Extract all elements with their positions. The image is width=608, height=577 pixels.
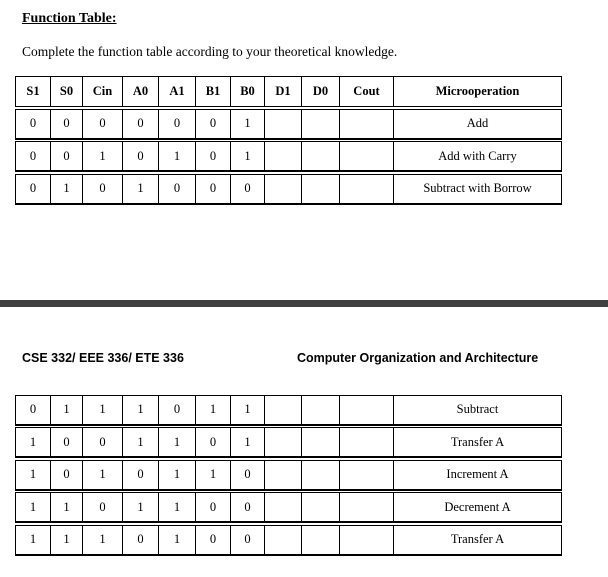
microoperation-cell: Increment A — [394, 460, 562, 490]
table-cell: 1 — [16, 525, 51, 555]
table-cell — [340, 109, 394, 139]
table-cell — [265, 460, 302, 490]
table-cell: 1 — [231, 395, 265, 425]
microoperation-cell: Subtract with Borrow — [394, 174, 562, 204]
table-cell: 0 — [51, 109, 83, 139]
table-cell: 1 — [83, 525, 123, 555]
col-header-a1: A1 — [159, 77, 196, 107]
table-cell: 0 — [123, 142, 159, 172]
table-cell — [302, 428, 340, 458]
table-cell: 0 — [16, 174, 51, 204]
table-cell: 0 — [231, 525, 265, 555]
table1-body — [16, 107, 562, 204]
table-cell: 1 — [123, 428, 159, 458]
table-cell — [340, 174, 394, 204]
table-cell — [340, 395, 394, 425]
table-cell — [340, 460, 394, 490]
table2-body — [16, 393, 562, 555]
table-cell — [265, 493, 302, 523]
table-cell: 0 — [123, 109, 159, 139]
col-header-b0: B0 — [231, 77, 265, 107]
table-cell — [265, 174, 302, 204]
table-cell: 0 — [196, 142, 231, 172]
col-header-s1: S1 — [16, 77, 51, 107]
table-cell: 1 — [159, 493, 196, 523]
table-cell: 0 — [83, 493, 123, 523]
table-cell: 0 — [196, 109, 231, 139]
table-cell: 1 — [83, 142, 123, 172]
table-cell: 1 — [123, 395, 159, 425]
table-cell: 0 — [83, 174, 123, 204]
table-cell: 0 — [231, 493, 265, 523]
table-cell: 0 — [51, 428, 83, 458]
table-cell: 0 — [231, 174, 265, 204]
table-cell: 0 — [16, 109, 51, 139]
table-cell: 0 — [196, 493, 231, 523]
table-cell: 0 — [159, 109, 196, 139]
col-header-cout: Cout — [340, 77, 394, 107]
table-cell: 0 — [51, 142, 83, 172]
table-cell: 1 — [196, 460, 231, 490]
table-cell: 1 — [159, 428, 196, 458]
table-cell — [302, 142, 340, 172]
microoperation-cell: Subtract — [394, 395, 562, 425]
col-header-d0: D0 — [302, 77, 340, 107]
table-cell: 0 — [16, 142, 51, 172]
table-cell — [302, 493, 340, 523]
microoperation-cell: Transfer A — [394, 525, 562, 555]
table-cell — [302, 460, 340, 490]
function-table-2 — [15, 393, 562, 556]
section-title: Function Table: — [22, 11, 117, 26]
table-cell: 0 — [196, 525, 231, 555]
col-header-s0: S0 — [51, 77, 83, 107]
microoperation-cell: Add — [394, 109, 562, 139]
table-cell — [302, 174, 340, 204]
table-cell: 1 — [83, 395, 123, 425]
table-cell — [265, 109, 302, 139]
table-cell: 1 — [159, 460, 196, 490]
table-cell: 1 — [16, 428, 51, 458]
function-table-1 — [15, 76, 562, 205]
table-cell: 1 — [51, 493, 83, 523]
table-cell: 1 — [51, 174, 83, 204]
table-cell: 0 — [196, 174, 231, 204]
table-cell: 0 — [123, 460, 159, 490]
table-cell — [302, 525, 340, 555]
table-row — [16, 428, 562, 458]
table-row — [16, 395, 562, 425]
table-cell: 1 — [123, 493, 159, 523]
table-cell: 0 — [231, 460, 265, 490]
microoperation-cell: Decrement A — [394, 493, 562, 523]
course-code-header: CSE 332/ EEE 336/ ETE 336 — [22, 351, 184, 365]
table-cell: 1 — [83, 460, 123, 490]
col-header-b1: B1 — [196, 77, 231, 107]
table-row — [16, 174, 562, 204]
table-cell: 0 — [83, 109, 123, 139]
table-cell: 1 — [196, 395, 231, 425]
table-cell — [265, 142, 302, 172]
table-cell: 0 — [16, 395, 51, 425]
microoperation-cell: Add with Carry — [394, 142, 562, 172]
table-cell — [265, 525, 302, 555]
table-cell — [340, 142, 394, 172]
table-cell — [265, 395, 302, 425]
table-cell: 0 — [159, 395, 196, 425]
table-cell: 1 — [159, 525, 196, 555]
table-cell: 1 — [231, 428, 265, 458]
table-cell — [340, 428, 394, 458]
col-header-microoperation: Microoperation — [394, 77, 562, 107]
table-cell — [265, 428, 302, 458]
col-header-a0: A0 — [123, 77, 159, 107]
microoperation-cell: Transfer A — [394, 428, 562, 458]
instruction-text: Complete the function table according to your theoretical knowledge. — [22, 44, 398, 59]
table-cell: 0 — [51, 460, 83, 490]
table-cell: 0 — [159, 174, 196, 204]
table-cell: 1 — [51, 395, 83, 425]
table-cell: 1 — [231, 109, 265, 139]
table-cell: 1 — [16, 460, 51, 490]
table-cell: 1 — [159, 142, 196, 172]
page-divider — [0, 300, 608, 307]
table-row — [16, 525, 562, 555]
table-header-row — [16, 77, 562, 107]
table-cell — [302, 109, 340, 139]
table-cell: 1 — [231, 142, 265, 172]
table-row — [16, 460, 562, 490]
table-cell — [340, 493, 394, 523]
table-cell: 1 — [16, 493, 51, 523]
col-header-d1: D1 — [265, 77, 302, 107]
table-cell — [302, 395, 340, 425]
table-cell: 0 — [123, 525, 159, 555]
course-name-header: Computer Organization and Architecture — [297, 351, 539, 365]
table-row — [16, 109, 562, 139]
table-row — [16, 142, 562, 172]
table-cell: 1 — [51, 525, 83, 555]
table-cell: 1 — [123, 174, 159, 204]
table-row — [16, 493, 562, 523]
table-cell — [340, 525, 394, 555]
table-cell: 0 — [196, 428, 231, 458]
table-cell: 0 — [83, 428, 123, 458]
col-header-cin: Cin — [83, 77, 123, 107]
